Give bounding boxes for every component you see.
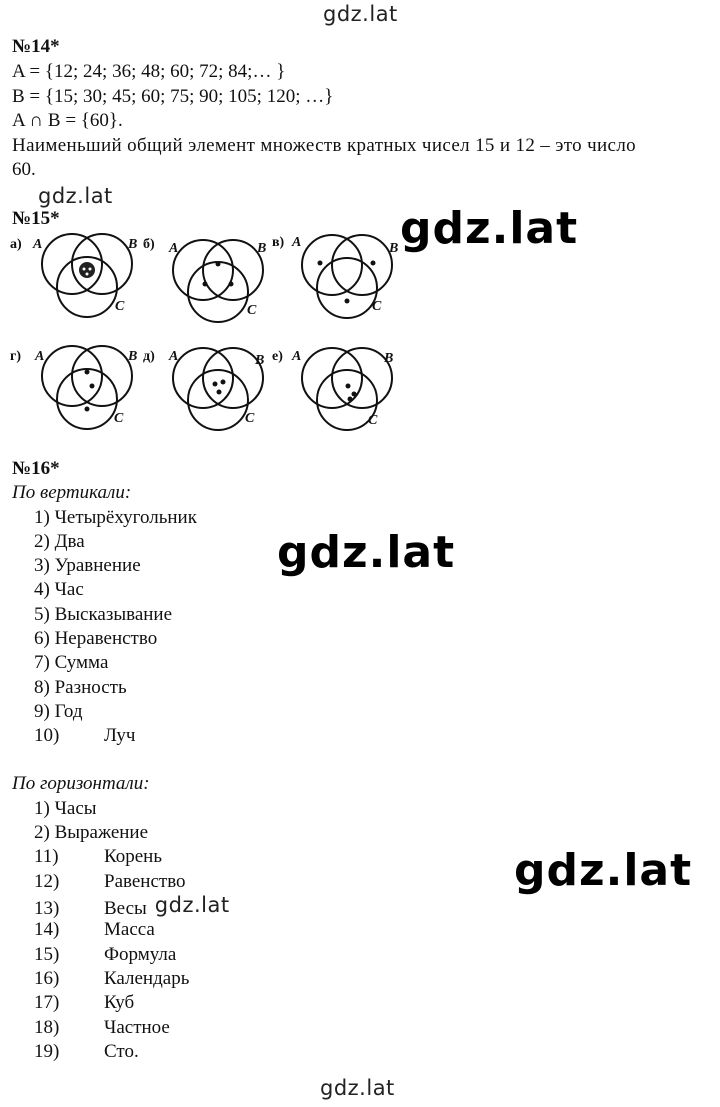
list-item: 8) Разность xyxy=(34,677,127,698)
venn-a-set-a: A xyxy=(33,237,43,252)
task14-answer-line2: 60. xyxy=(12,159,36,180)
task14-intersection: A ∩ B = {60}. xyxy=(12,110,123,131)
venn-c-label: в) xyxy=(272,235,285,250)
venn-e-label: д) xyxy=(143,349,155,364)
list-item: 6) Неравенство xyxy=(34,628,158,649)
watermark-top: gdz.lat xyxy=(323,2,398,26)
list-item: 13) Весы gdz.lat xyxy=(34,893,230,919)
venn-f-set-a: A xyxy=(292,349,302,364)
venn-a-label: а) xyxy=(10,237,22,252)
venn-c-set-c: C xyxy=(372,299,382,314)
list-item: 11) Корень xyxy=(34,846,162,867)
task14-set-a: A = {12; 24; 36; 48; 60; 72; 84;… } xyxy=(12,61,286,82)
watermark-inline: gdz.lat xyxy=(154,893,230,917)
venn-c-set-a: A xyxy=(292,235,302,250)
venn-diagram-f xyxy=(272,344,407,445)
list-item: 12) Равенство xyxy=(34,871,186,892)
list-item: 3) Уравнение xyxy=(34,555,141,576)
task14-set-b: B = {15; 30; 45; 60; 75; 90; 105; 120; …} xyxy=(12,86,334,107)
venn-b-set-a: A xyxy=(169,241,179,256)
venn-d-set-b: B xyxy=(128,349,138,364)
venn-a-set-c: C xyxy=(115,299,125,314)
list-item: 2) Выражение xyxy=(34,822,149,843)
venn-e-set-b: B xyxy=(255,353,265,368)
venn-a-set-b: B xyxy=(128,237,138,252)
watermark-big-1: gdz.lat xyxy=(400,203,579,254)
list-item: 10) Луч xyxy=(34,725,136,746)
task14-title: №14* xyxy=(12,36,60,57)
watermark-big-2: gdz.lat xyxy=(277,527,456,578)
list-item: 1) Четырёхугольник xyxy=(34,507,197,528)
task14-answer-line1: Наименьший общий элемент множеств кратных чисел 15 и 12 – это число xyxy=(12,135,636,156)
horizontal-heading: По горизонтали: xyxy=(12,773,150,794)
list-item: 14) Масса xyxy=(34,919,155,940)
list-item: 7) Сумма xyxy=(34,652,109,673)
venn-d-label: г) xyxy=(10,349,22,364)
vertical-heading: По вертикали: xyxy=(12,482,132,503)
list-item: 16) Календарь xyxy=(34,968,190,989)
task15-title: №15* xyxy=(12,208,60,229)
venn-diagram-b xyxy=(143,232,278,333)
venn-diagram-c xyxy=(272,230,407,331)
venn-f-set-c: C xyxy=(368,413,378,428)
venn-e-set-c: C xyxy=(245,411,255,426)
venn-b-label: б) xyxy=(143,237,155,252)
venn-b-set-b: B xyxy=(257,241,267,256)
watermark-mid: gdz.lat xyxy=(38,184,113,208)
venn-diagram-e xyxy=(143,344,278,445)
list-item: 2) Два xyxy=(34,531,85,552)
venn-b-set-c: C xyxy=(247,303,257,318)
venn-f-set-b: B xyxy=(384,351,394,366)
venn-e-set-a: A xyxy=(169,349,179,364)
watermark-big-3: gdz.lat xyxy=(514,845,693,896)
venn-c-set-b: B xyxy=(389,241,399,256)
list-item: 19) Сто. xyxy=(34,1041,139,1062)
list-item: 1) Часы xyxy=(34,798,97,819)
watermark-bottom: gdz.lat xyxy=(320,1076,395,1100)
list-item: 18) Частное xyxy=(34,1017,170,1038)
list-item: 5) Высказывание xyxy=(34,604,173,625)
task16-title: №16* xyxy=(12,458,60,479)
list-item: 17) Куб xyxy=(34,992,135,1013)
venn-diagram-a xyxy=(10,232,145,333)
venn-d-set-a: A xyxy=(35,349,45,364)
list-item: 4) Час xyxy=(34,579,84,600)
list-item: 9) Год xyxy=(34,701,83,722)
venn-d-set-c: C xyxy=(114,411,124,426)
venn-diagram-d xyxy=(10,344,145,445)
venn-f-label: е) xyxy=(272,349,283,364)
list-item: 15) Формула xyxy=(34,944,177,965)
